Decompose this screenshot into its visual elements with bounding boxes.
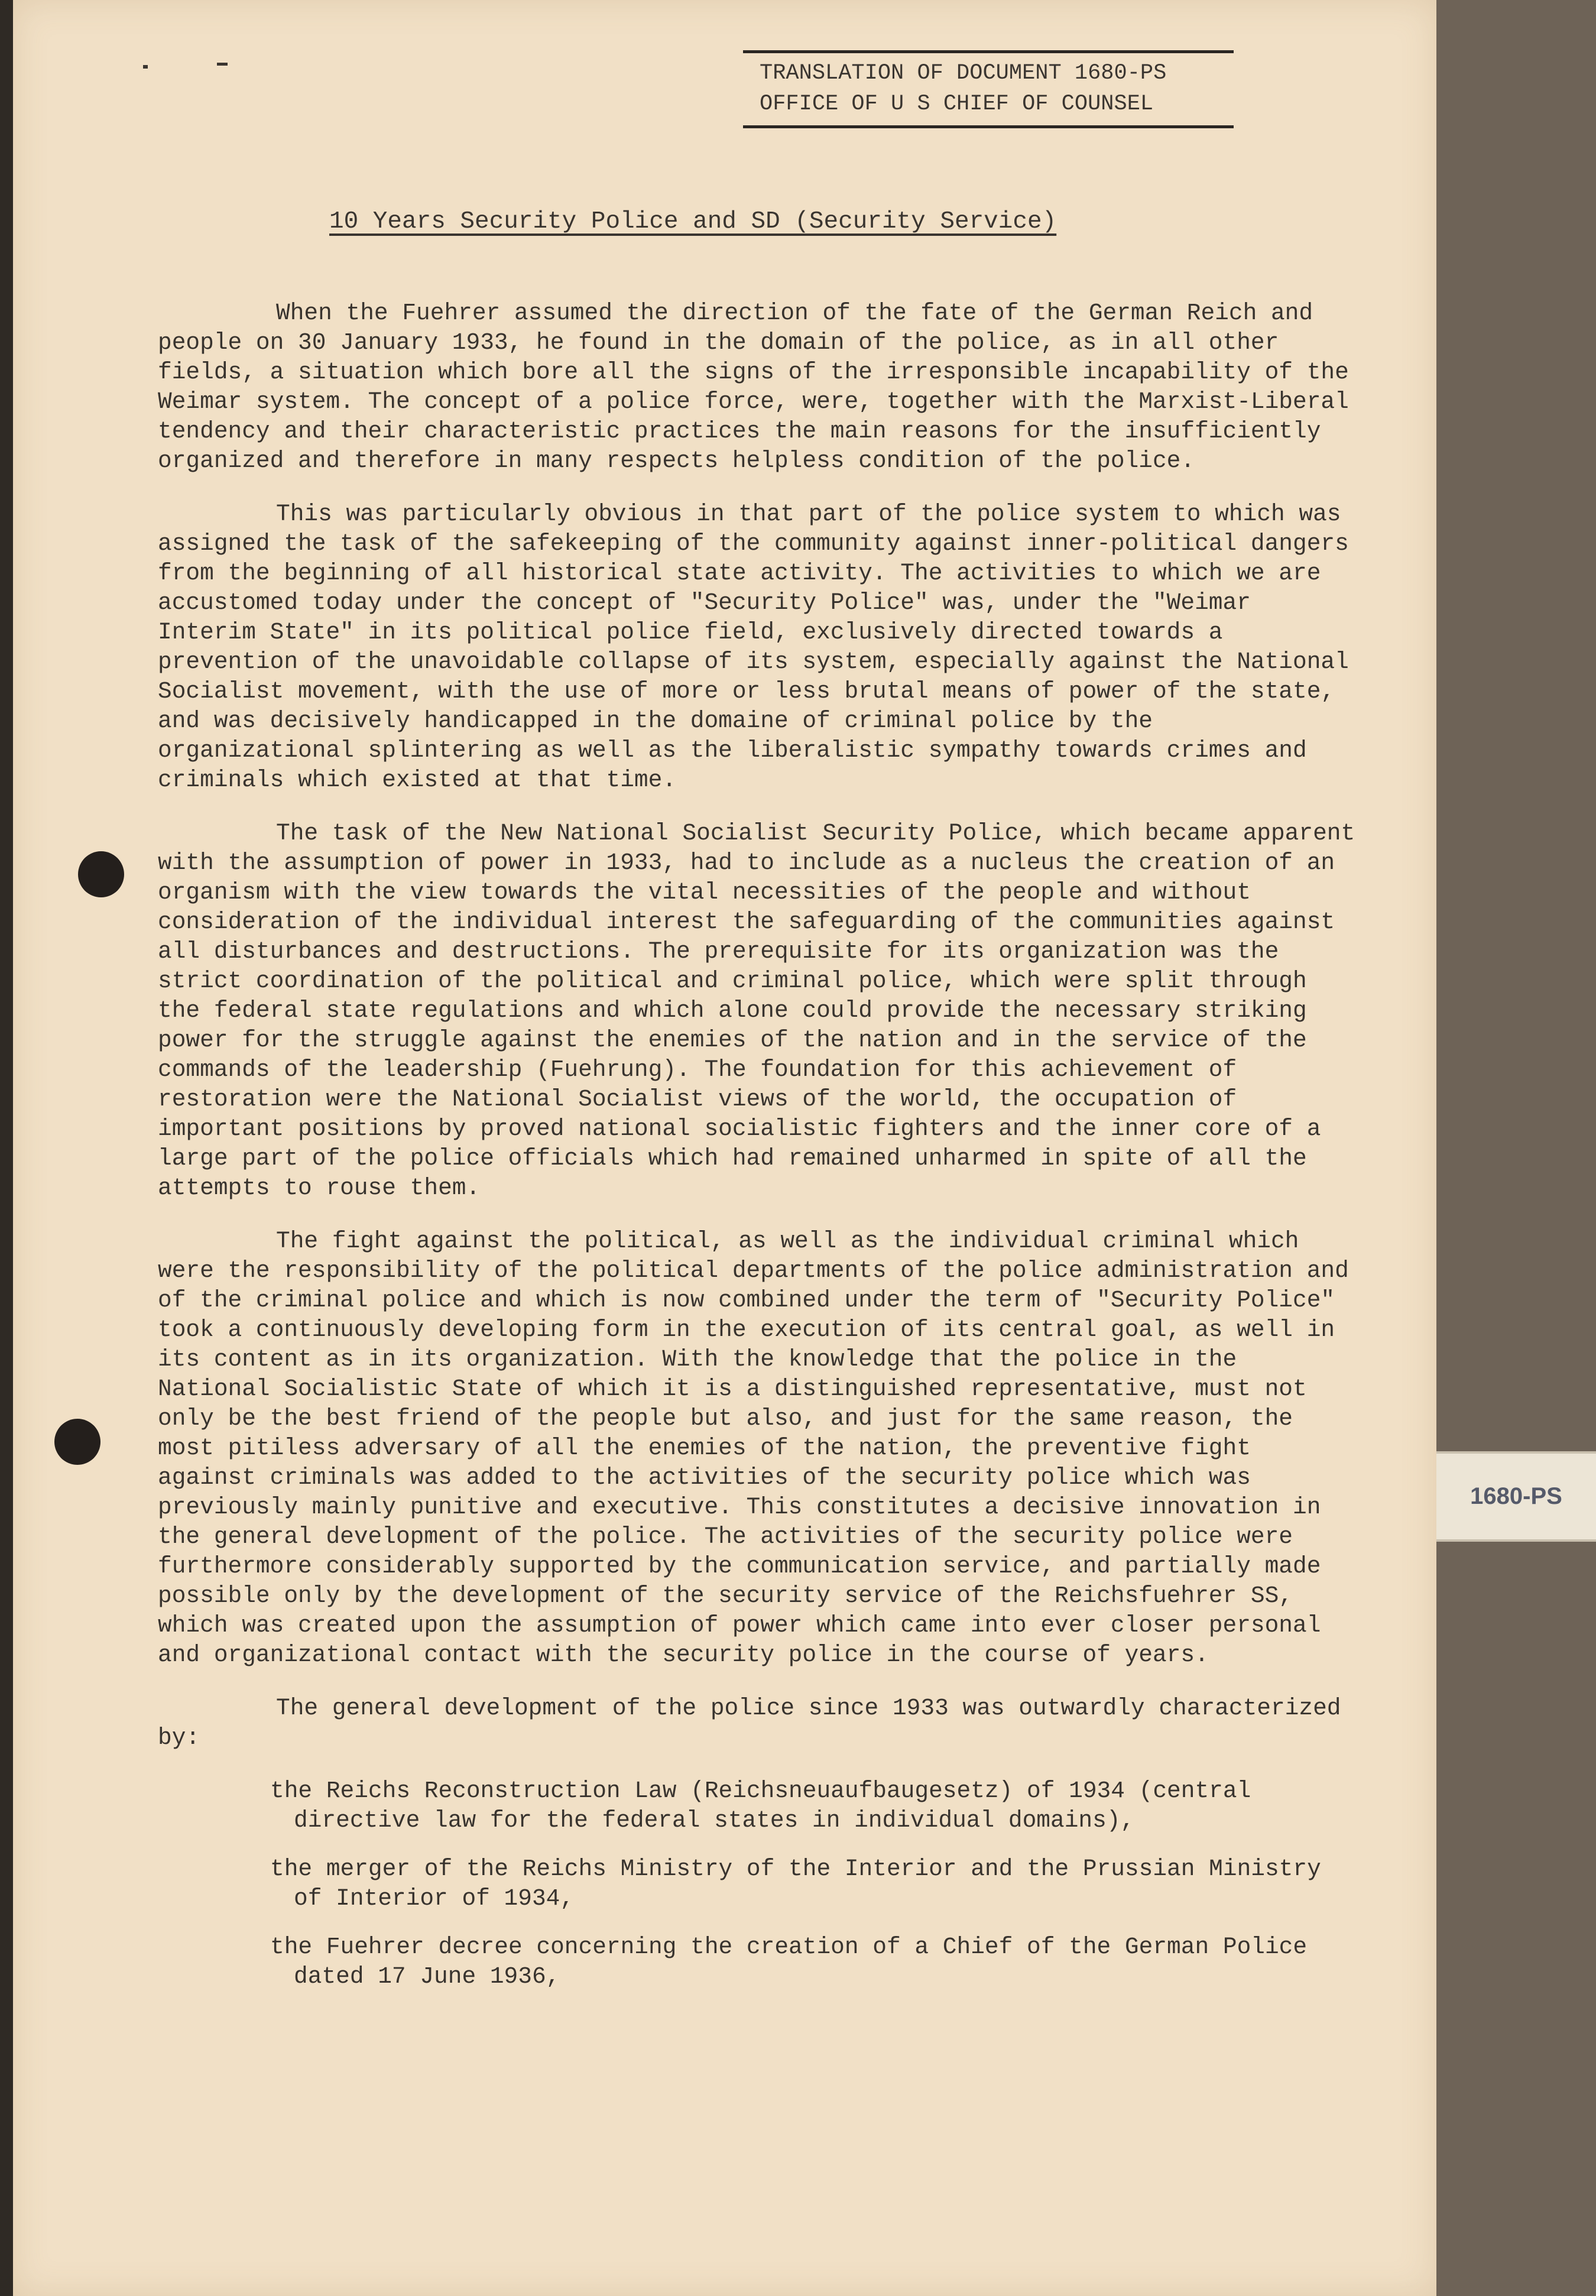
- list-item: the Reichs Reconstruction Law (Reichsneuaufbaugesetz) of 1934 (central directive law for the federal states in individual domains),: [270, 1778, 1251, 1834]
- header-rule-top: [743, 50, 1234, 53]
- document-page: [13, 0, 1436, 2296]
- paragraph-5: The general development of the police since 1933 was outwardly characterized by:: [158, 1695, 1341, 1751]
- header-line-1: TRANSLATION OF DOCUMENT 1680-PS: [760, 61, 1167, 86]
- header-rule-bottom: [743, 125, 1234, 128]
- punch-hole: [54, 1419, 100, 1465]
- list-item: the Fuehrer decree concerning the creation of a Chief of the German Police dated 17 June 1936,: [270, 1934, 1308, 1990]
- document-body: [158, 299, 1358, 2010]
- binder-edge: [0, 0, 13, 2296]
- header-line-2: OFFICE OF U S CHIEF OF COUNSEL: [760, 92, 1154, 116]
- paragraph-3: The task of the New National Socialist Security Police, which became apparent with the assumption of power in 1933, had to include as a nucleus the creation of an organism with the view towards the vital necessities of the people and without consideration of the individual interest the safeguarding of the communities against all disturbances and destructions. The prerequisite for its organization was the strict coordination of the political and criminal police, which were split through the federal state regulations and which alone could provide the necessary striking power for the struggle against the enemies of the nation and in the service of the commands of the leadership (Fuehrung). The foundation for this achievement of restoration were the National Socialist views of the world, the occupation of important positions by proved national socialistic fighters and the inner core of a large part of the police officials which had remained unharmed in spite of all the attempts to rouse them.: [158, 820, 1355, 1201]
- development-list: [270, 1776, 1358, 1992]
- ink-mark: [217, 63, 228, 66]
- document-header: [743, 50, 1234, 128]
- index-tab-label: 1680-PS: [1470, 1483, 1562, 1509]
- paragraph-4: The fight against the political, as well as the individual criminal which were the responsibility of the political departments of the police administration and of the criminal police and which is now combined under the term of "Security Police" took a continuously developing form in the execution of its central goal, as well in its content as in its organization. With the knowledge that the police in the National Socialistic State of which it is a distinguished representative, must not only be the best friend of the people but also, and just for the same reason, the most pitiless adversary of all the enemies of the nation, the preventive fight against criminals was added to the activities of the security police which was previously mainly punitive and executive. This constitutes a decisive innovation in the general development of the police. The activities of the security police were furthermore considerably supported by the communication service, and partially made possible only by the development of the security service of the Reichsfuehrer SS, which was created upon the assumption of power which came into ever closer personal and organizational contact with the security police in the course of years.: [158, 1228, 1349, 1668]
- paragraph-2: This was particularly obvious in that part of the police system to which was assigned the task of the safekeeping of the community against inner-political dangers from the beginning of all historical state activity. The activities to which we are accustomed today under the concept of "Security Police" was, under the "Weimar Interim State" in its political police field, exclusively directed towards a prevention of the unavoidable collapse of its system, especially against the National Socialist movement, with the use of more or less brutal means of power of the state, and was decisively handicapped in the domaine of criminal police by the organizational splintering as well as the liberalistic sympathy towards crimes and criminals which existed at that time.: [158, 501, 1349, 793]
- document-index-tab: [1436, 1451, 1596, 1542]
- punch-hole: [78, 851, 124, 897]
- paragraph-1: When the Fuehrer assumed the direction of the fate of the German Reich and people on 30 January 1933, he found in the domain of the police, as in all other fields, a situation which bore all the signs of the irresponsible incapability of the Weimar system. The concept of a police force, were, together with the Marxist-Liberal tendency and their characteristic practices the main reasons for the insufficiently organized and therefore in many respects helpless condition of the police.: [158, 300, 1349, 474]
- document-title: 10 Years Security Police and SD (Security Service): [329, 208, 1057, 235]
- ink-mark: [143, 65, 148, 69]
- list-item: the merger of the Reichs Ministry of the Interior and the Prussian Ministry of Interior of 1934,: [270, 1856, 1321, 1912]
